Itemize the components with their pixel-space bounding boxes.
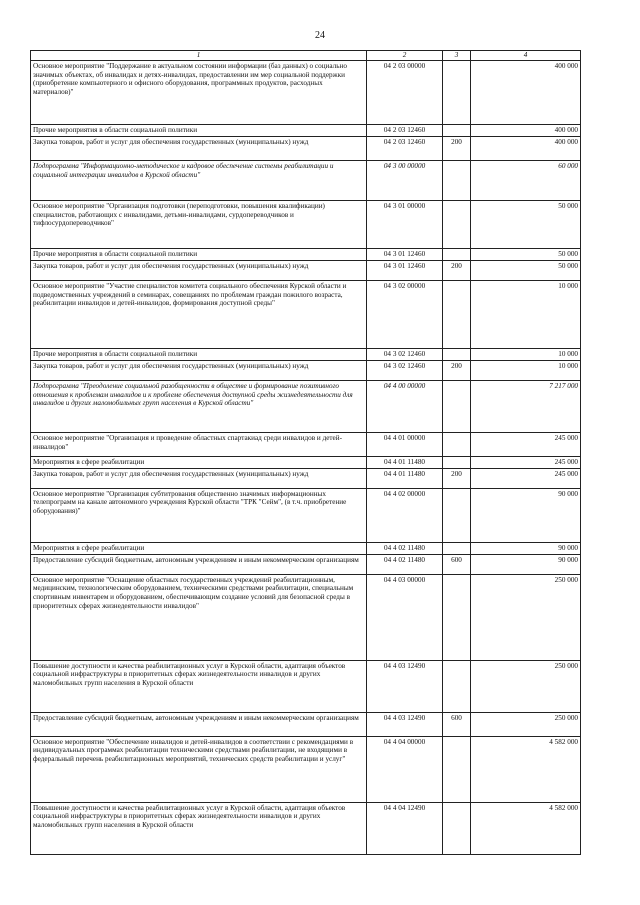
row-code: 04 4 04 00000	[367, 736, 443, 802]
table-row	[31, 488, 581, 542]
row-amount: 400 000	[471, 125, 581, 137]
row-name: Прочие мероприятия в области социальной политики	[31, 249, 367, 261]
row-name: Повышение доступности и качества реабилитационных услуг в Курской области, адаптация объектов социальной инфраструктуры в приоритетных сферах жизнедеятельности инвалидов и других маломобильных групп населения в Курской области	[31, 802, 367, 854]
row-amount: 50 000	[471, 261, 581, 281]
row-code: 04 2 03 12460	[367, 137, 443, 161]
row-amount: 400 000	[471, 137, 581, 161]
row-name: Повышение доступности и качества реабилитационных услуг в Курской области, адаптация объектов социальной инфраструктуры в приоритетных сферах жизнедеятельности инвалидов и других маломобильных групп населения в Курской области	[31, 660, 367, 712]
row-name: Основное мероприятие "Поддержание в актуальном состоянии информации (баз данных) о социально значимых объектах, об инвалидах и детях-инвалидах, предоставлении им мер социальной поддержки (приобретение компьютерного и офисного оборудования, программных продуктов, расходных материалов)"	[31, 61, 367, 125]
table-row	[31, 712, 581, 736]
row-amount: 250 000	[471, 660, 581, 712]
row-type	[443, 488, 471, 542]
row-amount: 90 000	[471, 542, 581, 554]
row-code: 04 3 01 00000	[367, 201, 443, 249]
row-name: Подпрограмма "Информационно-методическое и кадровое обеспечение системы реабилитации и социальной интеграции инвалидов в Курской области"	[31, 161, 367, 201]
header-col-type: 3	[443, 51, 471, 61]
table-row	[31, 161, 581, 201]
table-row	[31, 433, 581, 457]
row-type	[443, 433, 471, 457]
row-code: 04 3 02 12460	[367, 349, 443, 361]
row-name: Основное мероприятие "Организация субтитрования общественно значимых информационных телепрограмм на канале автономного учреждения Курской области "ТРК "Сейм", (в т.ч. приобретение оборудования)"	[31, 488, 367, 542]
row-amount: 90 000	[471, 488, 581, 542]
row-amount: 400 000	[471, 61, 581, 125]
row-type	[443, 161, 471, 201]
row-name: Мероприятия в сфере реабилитации	[31, 457, 367, 469]
table-row	[31, 554, 581, 574]
row-code: 04 4 02 11480	[367, 542, 443, 554]
row-code: 04 4 02 00000	[367, 488, 443, 542]
row-code: 04 3 01 12460	[367, 249, 443, 261]
row-name: Предоставление субсидий бюджетным, автономным учреждениям и иным некоммерческим организациям	[31, 554, 367, 574]
row-type	[443, 542, 471, 554]
row-code: 04 4 04 12490	[367, 802, 443, 854]
table-row	[31, 660, 581, 712]
row-name: Прочие мероприятия в области социальной политики	[31, 349, 367, 361]
row-code: 04 4 03 12490	[367, 712, 443, 736]
row-name: Закупка товаров, работ и услуг для обеспечения государственных (муниципальных) нужд	[31, 261, 367, 281]
table-row	[31, 361, 581, 381]
row-amount: 10 000	[471, 361, 581, 381]
row-type	[443, 802, 471, 854]
row-type: 200	[443, 261, 471, 281]
row-type: 200	[443, 137, 471, 161]
table-row	[31, 736, 581, 802]
row-name: Основное мероприятие "Оснащение областных государственных учреждений реабилитационным, медицинским, технологическим оборудованием, техническими средствами реабилитации, специальным спортивным инвентарем и оборудованием, обеспечивающим создание условий для безопасной среды в приоритетных сферах жизнедеятельности инвалидов"	[31, 574, 367, 660]
row-code: 04 4 02 11480	[367, 554, 443, 574]
row-type	[443, 249, 471, 261]
row-type: 200	[443, 468, 471, 488]
table-row	[31, 457, 581, 469]
row-type	[443, 281, 471, 349]
table-row	[31, 542, 581, 554]
table-row	[31, 468, 581, 488]
header-col-name: 1	[31, 51, 367, 61]
row-amount: 10 000	[471, 281, 581, 349]
row-amount: 250 000	[471, 712, 581, 736]
row-amount: 250 000	[471, 574, 581, 660]
row-code: 04 3 02 12460	[367, 361, 443, 381]
row-amount: 245 000	[471, 433, 581, 457]
row-type	[443, 574, 471, 660]
table-row	[31, 349, 581, 361]
row-amount: 50 000	[471, 201, 581, 249]
row-name: Основное мероприятие "Участие специалистов комитета социального обеспечения Курской области и подведомственных учреждений в семинарах, совещаниях по проблемам граждан пожилого возраста, реабилитации инвалидов и детей-инвалидов, формирования доступной среды"	[31, 281, 367, 349]
table-row	[31, 574, 581, 660]
row-type	[443, 201, 471, 249]
row-code: 04 3 00 00000	[367, 161, 443, 201]
row-type	[443, 125, 471, 137]
row-type: 200	[443, 361, 471, 381]
row-amount: 245 000	[471, 468, 581, 488]
row-code: 04 2 03 00000	[367, 61, 443, 125]
header-col-code: 2	[367, 51, 443, 61]
row-name: Закупка товаров, работ и услуг для обеспечения государственных (муниципальных) нужд	[31, 468, 367, 488]
row-type: 600	[443, 554, 471, 574]
page-number: 24	[315, 30, 325, 41]
row-name: Предоставление субсидий бюджетным, автономным учреждениям и иным некоммерческим организациям	[31, 712, 367, 736]
table-row	[31, 201, 581, 249]
row-amount: 4 582 000	[471, 802, 581, 854]
row-code: 04 4 01 00000	[367, 433, 443, 457]
row-name: Закупка товаров, работ и услуг для обеспечения государственных (муниципальных) нужд	[31, 361, 367, 381]
row-type	[443, 736, 471, 802]
row-amount: 60 000	[471, 161, 581, 201]
row-name: Основное мероприятие "Обеспечение инвалидов и детей-инвалидов в соответствии с рекомендациями в индивидуальных программах реабилитации техническими средствами реабилитации, не входящими в федеральный перечень реабилитационных мероприятий, технических средств реабилитации и услуг"	[31, 736, 367, 802]
row-code: 04 4 01 11480	[367, 468, 443, 488]
row-code: 04 3 02 00000	[367, 281, 443, 349]
row-name: Основное мероприятие "Организация и проведение областных спартакиад среди инвалидов и детей-инвалидов"	[31, 433, 367, 457]
table-row	[31, 125, 581, 137]
row-amount: 50 000	[471, 249, 581, 261]
row-code: 04 4 01 11480	[367, 457, 443, 469]
table-row	[31, 261, 581, 281]
table-row	[31, 249, 581, 261]
row-amount: 245 000	[471, 457, 581, 469]
row-name: Прочие мероприятия в области социальной политики	[31, 125, 367, 137]
header-col-amount: 4	[471, 51, 581, 61]
table-row	[31, 61, 581, 125]
row-amount: 7 217 000	[471, 381, 581, 433]
row-code: 04 4 03 12490	[367, 660, 443, 712]
row-type	[443, 660, 471, 712]
table-row	[31, 137, 581, 161]
table-header-row	[31, 51, 581, 61]
row-code: 04 4 03 00000	[367, 574, 443, 660]
row-code: 04 3 01 12460	[367, 261, 443, 281]
row-name: Основное мероприятие "Организация подготовки (переподготовки, повышения квалификации) специалистов, работающих с инвалидами, детьми-инвалидами, сурдопереводчиков и тифлосурдопереводчиков"	[31, 201, 367, 249]
table-row	[31, 381, 581, 433]
row-type	[443, 381, 471, 433]
row-code: 04 2 03 12460	[367, 125, 443, 137]
row-type	[443, 61, 471, 125]
row-type	[443, 349, 471, 361]
row-amount: 90 000	[471, 554, 581, 574]
row-name: Мероприятия в сфере реабилитации	[31, 542, 367, 554]
table-row	[31, 281, 581, 349]
row-name: Подпрограмма "Преодоление социальной разобщенности в обществе и формирование позитивного отношения к проблемам инвалидов и к проблеме обеспечения доступной среды жизнедеятельности для инвалидов и других маломобильных групп населения в Курской области"	[31, 381, 367, 433]
row-code: 04 4 00 00000	[367, 381, 443, 433]
row-amount: 10 000	[471, 349, 581, 361]
table-row	[31, 802, 581, 854]
row-amount: 4 582 000	[471, 736, 581, 802]
row-type	[443, 457, 471, 469]
row-name: Закупка товаров, работ и услуг для обеспечения государственных (муниципальных) нужд	[31, 137, 367, 161]
budget-table	[30, 50, 581, 855]
row-type: 600	[443, 712, 471, 736]
